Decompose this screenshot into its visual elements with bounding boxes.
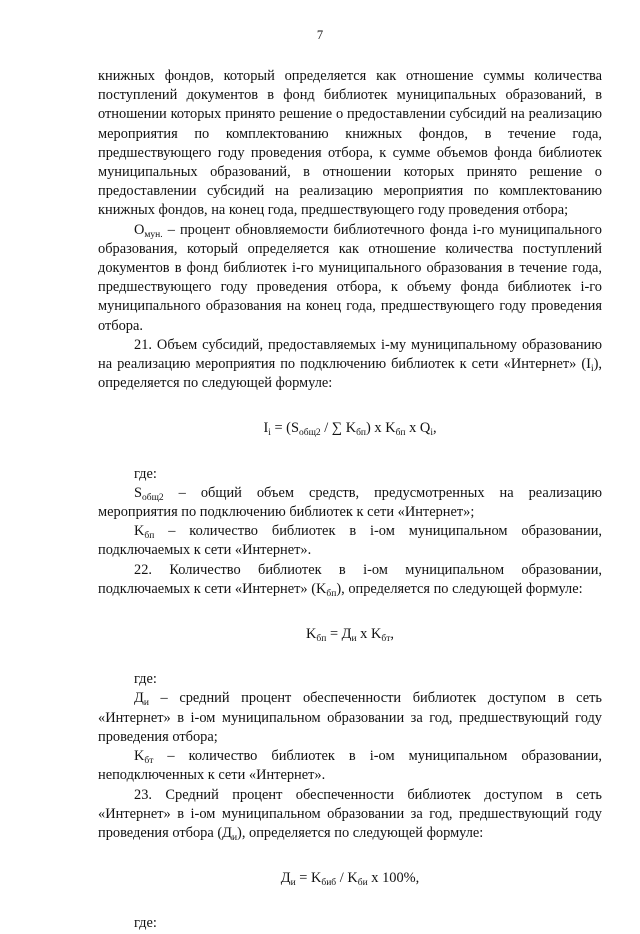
where-label-2: где: — [134, 671, 157, 688]
formula-subsidy-volume: $I_i = (S_{общ2}$ / ∑ $K_{бп}$) x $K_{бп}$ x $Q_i$, — [263, 420, 437, 439]
formula-library-count: $K_{бп} = Д_и$ x $K_{бт}$, — [306, 626, 394, 645]
definition-kbp: $K_{бп}$ – количество библиотек в i-ом муниципальном образовании, подключаемых к сети «Интернет». — [98, 523, 602, 559]
paragraph-continuation: книжных фондов, который определяется как отношение суммы количества поступлений документов в фонд библиотек муниципальных образований, в отношении которых принято решение о предоставлении субсидий на реализацию мероприятия по комплектованию книжных фондов, в течение года, предшествующего году проведения отбора, к сумме объемов фонда библиотек муниципальных образований, в отношении которых принято решение о предоставлении субсидий на реализацию мероприятия по комплектованию книжных фондов, на конец года, предшествующего году проведения отбора; — [98, 68, 602, 219]
where-label-3: где: — [134, 915, 157, 932]
paragraph-23: 23. Средний процент обеспеченности библиотек доступом в сеть «Интернет» в i-ом муниципальном образовании за год, предшествующий году проведения отбора $(Д_и)$, определяется по следующей формуле: — [98, 786, 602, 843]
definition-omun: $О_{мун.}$ – процент обновляемости библиотечного фонда i-го муниципального образования, который определяется как отношение количества поступлений документов в фонд библиотек i-го муниципального образования в течение года, предшествующего году проведения отбора, к объему фонда библиотек i-го муниципального образования на конец года, предшествующего году проведения отбора. — [98, 221, 602, 334]
formula-access-percent: $Д_и = K_{биб} / K_{би}$ x 100%, — [280, 870, 420, 889]
where-label-1: где: — [134, 465, 157, 482]
definition-di: $Д_и$ – средний процент обеспеченности библиотек доступом в сеть «Интернет» в i-ом муниципальном образовании за год, предшествующий году проведения отбора; — [98, 690, 602, 745]
paragraph-21: 21. Объем субсидий, предоставляемых i-му муниципальному образованию на реализацию мероприятия по подключению библиотек к сети «Интернет» $(I_i)$, определяется по следующей формуле: — [98, 336, 602, 392]
page-number: 7 — [316, 28, 324, 42]
definition-kbt: $K_{бт}$ – количество библиотек в i-ом муниципальном образовании, неподключенных к сети «Интернет». — [98, 748, 602, 784]
definition-sobsh2: $S_{общ2}$ – общий объем средств, предусмотренных на реализацию мероприятия по подключению библиотек к сети «Интернет»; — [98, 484, 602, 521]
paragraph-22: 22. Количество библиотек в i-ом муниципальном образовании, подключаемых к сети «Интернет» $(K_{бп})$, определяется по следующей формуле: — [98, 561, 602, 599]
document-body — [98, 67, 602, 934]
